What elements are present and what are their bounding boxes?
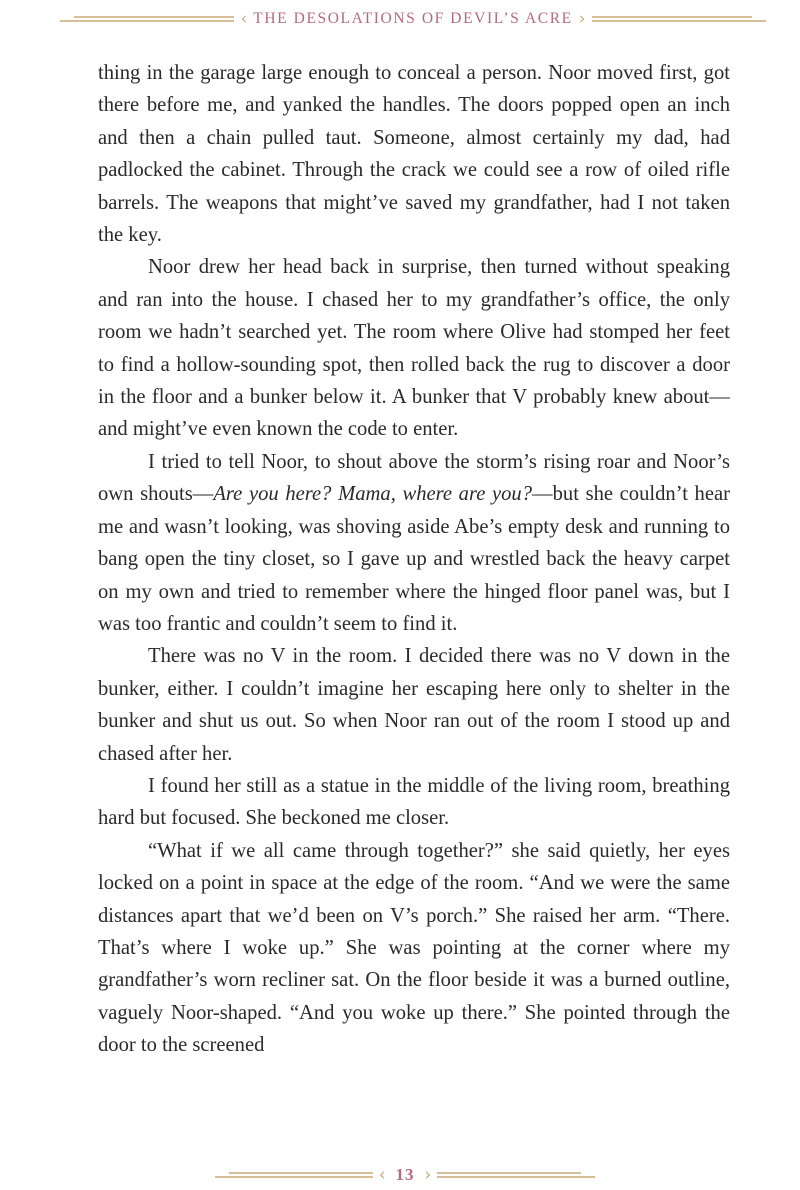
paragraph-3-after: —but she couldn’t hear me and wasn’t looking, was shoving aside Abe’s empty desk and running to bang open the tiny closet, so I gave up and wrestled back the heavy carpet on my own and tried to remember where the hinged floor panel was, but I was too frantic and couldn’t seem to find it. xyxy=(98,483,730,635)
footer-left-chevron-icon: ‹ xyxy=(378,1164,386,1185)
paragraph-3 xyxy=(98,446,730,640)
footer-rule-right xyxy=(437,1169,595,1181)
footer-right-chevron-icon: › xyxy=(424,1164,432,1185)
paragraph-2: Noor drew her head back in surprise, then turned without speaking and ran into the house. I chased her to my grandfather’s office, the only room we hadn’t searched yet. The room where Olive had stomped her feet to find a hollow-sounding spot, then rolled back the rug to discover a door in the floor and a bunker below it. A bunker that V probably knew about—and might’ve even known the code to enter. xyxy=(98,256,730,441)
ornamental-rule-right xyxy=(592,13,766,25)
paragraph-3-before: I tried to tell Noor, to shout above the storm’s rising roar and Noor’s own shouts— xyxy=(98,450,730,506)
ornamental-rule-left xyxy=(60,13,234,25)
left-chevron-ornament-icon: ‹ xyxy=(240,8,248,29)
running-header xyxy=(60,4,766,34)
right-chevron-ornament-icon: › xyxy=(578,8,586,29)
paragraph-3-italic: Are you here? Mama, where are you? xyxy=(213,483,533,506)
paragraph-1: thing in the garage large enough to conceal a person. Noor moved first, got there before me, and yanked the handles. The doors popped open an inch and then a chain pulled taut. Someone, almost certainly my dad, had padlocked the cabinet. Through the crack we could see a row of oiled rifle barrels. The weapons that might’ve saved my grandfather, had I not taken the key. xyxy=(98,62,730,247)
page-body xyxy=(98,57,730,1062)
paragraph-4: There was no V in the room. I decided there was no V down in the bunker, either. I couldn’t imagine her escaping here only to shelter in the bunker and shut us out. So when Noor ran out of the room I stood up and chased after her. xyxy=(98,645,730,765)
page-footer xyxy=(215,1160,595,1190)
page-number: 13 xyxy=(395,1165,415,1184)
paragraph-6: “What if we all came through together?” she said quietly, her eyes locked on a point in space at the edge of the room. “And we were the same distances apart that we’d been on V’s porch.” She raised her arm. “There. That’s where I woke up.” She was pointing at the corner where my grandfather’s worn recliner sat. On the floor beside it was a burned outline, vaguely Noor-shaped. “And you woke up there.” She pointed through the door to the screened xyxy=(98,839,730,1057)
paragraph-5: I found her still as a statue in the middle of the living room, breathing hard but focused. She beckoned me closer. xyxy=(98,774,730,830)
footer-rule-left xyxy=(215,1169,373,1181)
book-title: THE DESOLATIONS OF DEVIL’S ACRE xyxy=(253,10,573,27)
